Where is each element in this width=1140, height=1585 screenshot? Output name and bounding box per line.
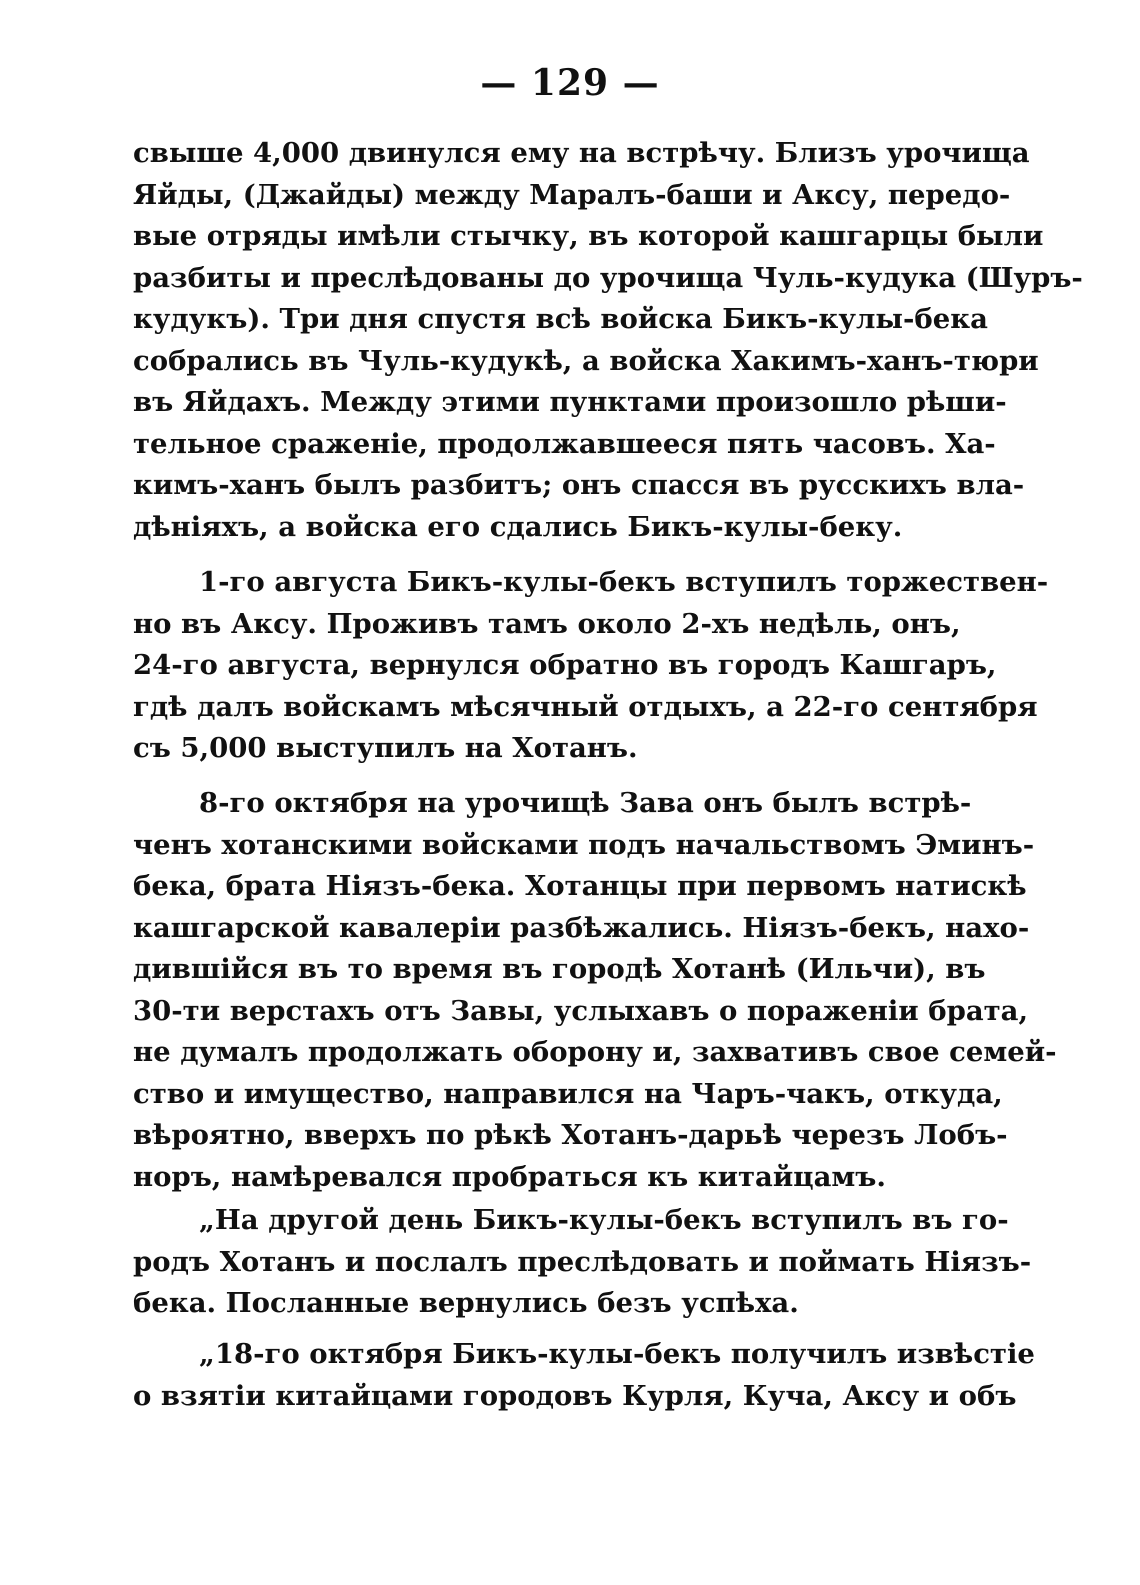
text-line: разбиты и преслѣдованы до урочища Чуль-кудука (Шуръ- [133,261,1083,294]
paragraph-1 [133,133,1083,548]
text-line: ченъ хотанскими войсками подъ начальствомъ Эминъ- [133,828,1035,861]
text-line: „На другой день Бикъ-кулы-бекъ вступилъ въ го- [199,1204,1009,1236]
text-line: вые отряды имѣли стычку, въ которой кашгарцы были [133,220,1044,252]
paragraph-3 [133,783,1057,1198]
text-line: родъ Хотанъ и послалъ преслѣдовать и поймать Ніязъ- [133,1245,1032,1278]
text-line: кимъ-ханъ былъ разбитъ; онъ спасся въ русскихъ вла- [133,469,1025,501]
page-number: — 129 — [480,62,660,104]
text-line: въ Яйдахъ. Между этими пунктами произошло рѣши- [133,386,1007,418]
text-line: о взятіи китайцами городовъ Курля, Куча, Аксу и объ [133,1379,1017,1412]
text-line: бека, брата Ніязъ-бека. Хотанцы при первомъ натискѣ [133,870,1027,902]
text-line: 24-го августа, вернулся обратно въ городъ Кашгаръ, [133,649,997,681]
text-line: кудукъ). Три дня спустя всѣ войска Бикъ-кулы-бека [133,303,988,335]
text-line: не думалъ продолжать оборону и, захвативъ свое семей- [133,1036,1057,1068]
text-line: но въ Аксу. Проживъ тамъ около 2-хъ недѣль, онъ, [133,607,961,640]
text-line: бека. Посланные вернулись безъ успѣха. [133,1287,799,1319]
text-line: дѣніяхъ, а войска его сдались Бикъ-кулы-беку. [133,510,903,543]
text-line: 30-ти верстахъ отъ Завы, услыхавъ о пораженіи брата, [133,994,1029,1027]
text-line: ство и имущество, направился на Чаръ-чакъ, откуда, [133,1077,1003,1110]
text-line: дившійся въ то время въ городѣ Хотанѣ (Ильчи), въ [133,953,986,985]
text-line: гдѣ далъ войскамъ мѣсячный отдыхъ, а 22-го сентября [133,690,1038,723]
text-line: тельное сраженіе, продолжавшееся пять часовъ. Ха- [133,427,996,460]
text-line: вѣроятно, вверхъ по рѣкѣ Хотанъ-дарьѣ черезъ Лобъ- [133,1119,1008,1151]
text-line: 8-го октября на урочищѣ Зава онъ былъ встрѣ- [199,787,972,819]
paragraph-5 [133,1334,1035,1417]
text-line: „18-го октября Бикъ-кулы-бекъ получилъ извѣстіе [199,1338,1035,1370]
text-line: Яйды, (Джайды) между Маралъ-баши и Аксу, передо- [133,178,1011,211]
text-line: собрались въ Чуль-кудукѣ, а войска Хакимъ-ханъ-тюри [133,344,1039,377]
paragraph-2 [133,562,1049,770]
text-line: свыше 4,000 двинулся ему на встрѣчу. Близъ урочища [133,137,1030,169]
text-line: 1-го августа Бикъ-кулы-бекъ вступилъ торжествен- [199,566,1049,598]
text-line: съ 5,000 выступилъ на Хотанъ. [133,732,638,764]
paragraph-4 [133,1200,1032,1325]
text-line: норъ, намѣревался пробраться къ китайцамъ. [133,1160,886,1193]
text-line: кашгарской кавалеріи разбѣжались. Ніязъ-бекъ, нахо- [133,911,1030,944]
